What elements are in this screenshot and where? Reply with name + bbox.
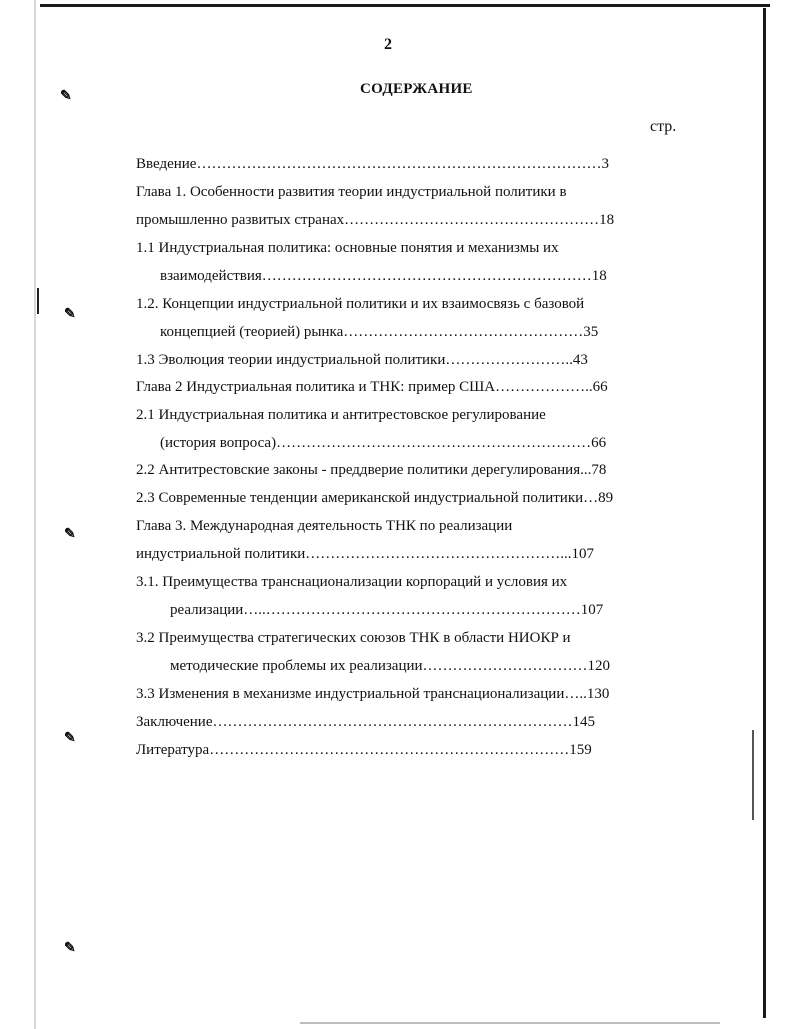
margin-mark-icon: ✎ xyxy=(60,89,72,104)
scan-speck xyxy=(37,288,39,314)
toc-entry: 2.3 Современные тенденции американской индустриальной политики…89 xyxy=(136,490,614,506)
toc-entry: (история вопроса)………………………………………………………66 xyxy=(160,435,607,451)
toc-entry: 3.1. Преимущества транснационализации корпораций и условия их xyxy=(136,574,568,590)
toc-entry: 1.3 Эволюция теории индустриальной политики……………………..43 xyxy=(136,352,588,368)
page-column-label: стр. xyxy=(650,118,677,135)
toc-entry: Литература………………………………………………………………159 xyxy=(136,742,592,758)
toc-entry: 1.2. Концепции индустриальной политики и их взаимосвязь с базовой xyxy=(136,296,585,312)
scan-border-left xyxy=(34,0,36,1029)
toc-entry: 2.2 Антитрестовские законы - преддверие политики дерегулирования...78 xyxy=(136,462,607,478)
toc-entry: концепцией (теорией) рынка…………………………………………35 xyxy=(160,324,599,340)
toc-entry: 3.2 Преимущества стратегических союзов ТНК в области НИОКР и xyxy=(136,630,571,646)
scan-border-bottom xyxy=(300,1022,720,1024)
toc-entry: Глава 3. Международная деятельность ТНК по реализации xyxy=(136,518,513,534)
scan-border-top xyxy=(40,4,770,7)
margin-mark-icon: ✎ xyxy=(64,941,76,956)
toc-entry: взаимодействия…………………………………………………………18 xyxy=(160,268,607,284)
toc-entry: промышленно развитых странах……………………………………………18 xyxy=(136,212,615,228)
toc-entry: индустриальной политики……………………………………………...107 xyxy=(136,546,595,562)
toc-entry: 2.1 Индустриальная политика и антитрестовское регулирование xyxy=(136,407,546,423)
toc-entry: методические проблемы их реализации……………………………120 xyxy=(170,658,611,674)
margin-mark-icon: ✎ xyxy=(64,731,76,746)
scan-border-right xyxy=(763,8,766,1018)
toc-entry: Заключение………………………………………………………………145 xyxy=(136,714,595,730)
margin-mark-icon: ✎ xyxy=(64,527,76,542)
toc-entry: Введение………………………………………………………………………3 xyxy=(136,156,609,172)
toc-entry: Глава 2 Индустриальная политика и ТНК: пример США………………..66 xyxy=(136,379,608,395)
toc-entry: 3.3 Изменения в механизме индустриальной транснационализации…..130 xyxy=(136,686,610,702)
margin-mark-icon: ✎ xyxy=(64,307,76,322)
toc-entry: Глава 1. Особенности развития теории индустриальной политики в xyxy=(136,184,567,200)
page-title: СОДЕРЖАНИЕ xyxy=(360,81,473,97)
scan-speck xyxy=(752,730,754,820)
toc-entry: 1.1 Индустриальная политика: основные понятия и механизмы их xyxy=(136,240,559,256)
page-number: 2 xyxy=(384,36,392,53)
toc-entry: реализации…..………………………………………………………107 xyxy=(170,602,604,618)
